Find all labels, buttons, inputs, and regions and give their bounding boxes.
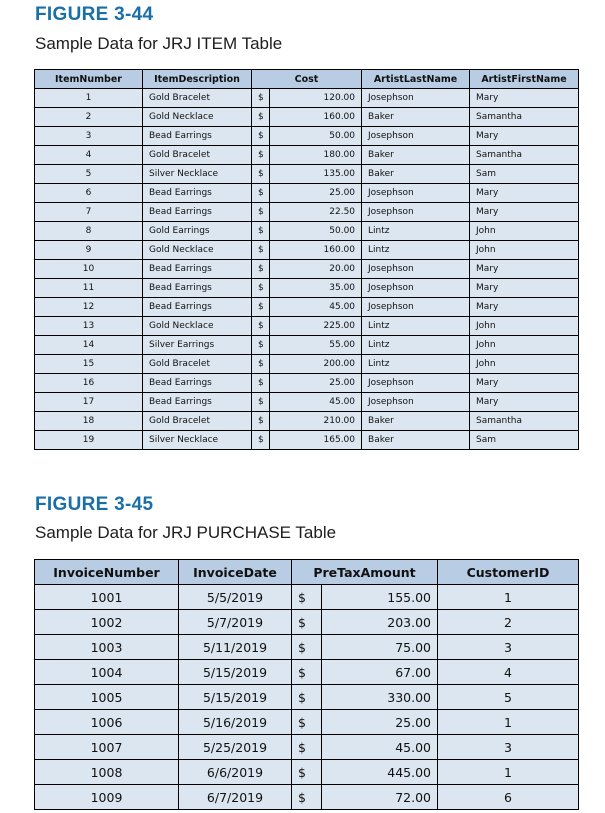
item-description-cell: Gold Necklace: [143, 317, 252, 336]
invoice-date-cell: 5/16/2019: [179, 710, 292, 735]
item-description-cell: Bead Earrings: [143, 393, 252, 412]
customer-id-cell: 1: [438, 710, 579, 735]
artist-last-name-cell: Baker: [362, 165, 470, 184]
item-description-cell: Bead Earrings: [143, 298, 252, 317]
customer-id-cell: 4: [438, 660, 579, 685]
header-invoice-number: InvoiceNumber: [35, 560, 179, 585]
currency-symbol-cell: $: [252, 89, 270, 108]
item-description-cell: Gold Necklace: [143, 108, 252, 127]
figure-3-45-label: FIGURE 3-45: [35, 494, 154, 515]
invoice-number-cell: 1001: [35, 585, 179, 610]
item-description-cell: Bead Earrings: [143, 279, 252, 298]
purchase-table-header-row: [35, 560, 579, 585]
cost-cell: 165.00: [270, 431, 362, 450]
currency-symbol-cell: $: [292, 735, 322, 760]
currency-symbol-cell: $: [292, 785, 322, 810]
table-row: [35, 431, 579, 450]
customer-id-cell: 5: [438, 685, 579, 710]
invoice-number-cell: 1003: [35, 635, 179, 660]
artist-first-name-cell: Mary: [470, 89, 579, 108]
item-number-cell: 18: [35, 412, 143, 431]
cost-cell: 45.00: [270, 298, 362, 317]
cost-cell: 120.00: [270, 89, 362, 108]
pretax-amount-cell: 67.00: [322, 660, 438, 685]
table-row: [35, 660, 579, 685]
item-number-cell: 11: [35, 279, 143, 298]
currency-symbol-cell: $: [292, 760, 322, 785]
artist-first-name-cell: Mary: [470, 203, 579, 222]
table-row: [35, 165, 579, 184]
table-row: [35, 412, 579, 431]
table-row: [35, 393, 579, 412]
invoice-number-cell: 1004: [35, 660, 179, 685]
invoice-date-cell: 5/11/2019: [179, 635, 292, 660]
invoice-date-cell: 5/7/2019: [179, 610, 292, 635]
currency-symbol-cell: $: [252, 146, 270, 165]
item-description-cell: Gold Earrings: [143, 222, 252, 241]
table-row: [35, 610, 579, 635]
header-item-description: ItemDescription: [143, 70, 252, 89]
table-row: [35, 108, 579, 127]
item-number-cell: 19: [35, 431, 143, 450]
artist-last-name-cell: Josephson: [362, 260, 470, 279]
artist-first-name-cell: Mary: [470, 393, 579, 412]
item-description-cell: Silver Earrings: [143, 336, 252, 355]
artist-last-name-cell: Lintz: [362, 317, 470, 336]
table-row: [35, 203, 579, 222]
table-row: [35, 146, 579, 165]
item-description-cell: Gold Bracelet: [143, 146, 252, 165]
customer-id-cell: 3: [438, 735, 579, 760]
currency-symbol-cell: $: [292, 710, 322, 735]
artist-first-name-cell: Samantha: [470, 146, 579, 165]
currency-symbol-cell: $: [252, 165, 270, 184]
invoice-date-cell: 5/15/2019: [179, 685, 292, 710]
header-pretax-amount: PreTaxAmount: [292, 560, 438, 585]
invoice-date-cell: 6/6/2019: [179, 760, 292, 785]
pretax-amount-cell: 75.00: [322, 635, 438, 660]
artist-last-name-cell: Josephson: [362, 184, 470, 203]
pretax-amount-cell: 155.00: [322, 585, 438, 610]
artist-last-name-cell: Josephson: [362, 393, 470, 412]
item-description-cell: Gold Bracelet: [143, 355, 252, 374]
currency-symbol-cell: $: [292, 685, 322, 710]
artist-last-name-cell: Baker: [362, 108, 470, 127]
table-row: [35, 710, 579, 735]
currency-symbol-cell: $: [252, 317, 270, 336]
figure-3-44-caption: Sample Data for JRJ ITEM Table: [35, 34, 283, 53]
pretax-amount-cell: 330.00: [322, 685, 438, 710]
item-number-cell: 16: [35, 374, 143, 393]
currency-symbol-cell: $: [292, 660, 322, 685]
table-row: [35, 127, 579, 146]
artist-first-name-cell: John: [470, 336, 579, 355]
item-number-cell: 7: [35, 203, 143, 222]
table-row: [35, 585, 579, 610]
invoice-number-cell: 1009: [35, 785, 179, 810]
table-row: [35, 241, 579, 260]
artist-first-name-cell: John: [470, 355, 579, 374]
table-row: [35, 222, 579, 241]
currency-symbol-cell: $: [252, 241, 270, 260]
table-row: [35, 735, 579, 760]
cost-cell: 160.00: [270, 241, 362, 260]
artist-first-name-cell: Samantha: [470, 412, 579, 431]
invoice-date-cell: 5/25/2019: [179, 735, 292, 760]
cost-cell: 225.00: [270, 317, 362, 336]
customer-id-cell: 1: [438, 585, 579, 610]
currency-symbol-cell: $: [252, 431, 270, 450]
cost-cell: 200.00: [270, 355, 362, 374]
figure-3-44-label: FIGURE 3-44: [35, 4, 154, 25]
item-table: [34, 69, 579, 450]
customer-id-cell: 6: [438, 785, 579, 810]
item-description-cell: Gold Bracelet: [143, 412, 252, 431]
header-item-number: ItemNumber: [35, 70, 143, 89]
artist-last-name-cell: Josephson: [362, 89, 470, 108]
item-description-cell: Bead Earrings: [143, 184, 252, 203]
cost-cell: 25.00: [270, 374, 362, 393]
artist-first-name-cell: John: [470, 317, 579, 336]
item-number-cell: 6: [35, 184, 143, 203]
table-row: [35, 89, 579, 108]
item-number-cell: 1: [35, 89, 143, 108]
item-description-cell: Bead Earrings: [143, 127, 252, 146]
artist-last-name-cell: Josephson: [362, 374, 470, 393]
invoice-date-cell: 5/15/2019: [179, 660, 292, 685]
customer-id-cell: 1: [438, 760, 579, 785]
currency-symbol-cell: $: [252, 374, 270, 393]
table-row: [35, 760, 579, 785]
cost-cell: 50.00: [270, 127, 362, 146]
currency-symbol-cell: $: [252, 298, 270, 317]
artist-last-name-cell: Lintz: [362, 355, 470, 374]
cost-cell: 50.00: [270, 222, 362, 241]
artist-first-name-cell: John: [470, 222, 579, 241]
item-number-cell: 14: [35, 336, 143, 355]
pretax-amount-cell: 445.00: [322, 760, 438, 785]
pretax-amount-cell: 45.00: [322, 735, 438, 760]
item-description-cell: Bead Earrings: [143, 374, 252, 393]
item-description-cell: Gold Bracelet: [143, 89, 252, 108]
currency-symbol-cell: $: [252, 222, 270, 241]
invoice-date-cell: 6/7/2019: [179, 785, 292, 810]
cost-cell: 35.00: [270, 279, 362, 298]
figure-3-45-caption: Sample Data for JRJ PURCHASE Table: [35, 523, 337, 542]
item-description-cell: Bead Earrings: [143, 260, 252, 279]
item-number-cell: 5: [35, 165, 143, 184]
table-row: [35, 635, 579, 660]
item-description-cell: Bead Earrings: [143, 203, 252, 222]
cost-cell: 55.00: [270, 336, 362, 355]
cost-cell: 22.50: [270, 203, 362, 222]
invoice-number-cell: 1002: [35, 610, 179, 635]
item-description-cell: Silver Necklace: [143, 431, 252, 450]
table-row: [35, 279, 579, 298]
artist-first-name-cell: Mary: [470, 184, 579, 203]
currency-symbol-cell: $: [252, 412, 270, 431]
artist-first-name-cell: Mary: [470, 260, 579, 279]
item-number-cell: 2: [35, 108, 143, 127]
item-table-header-row: [35, 70, 579, 89]
currency-symbol-cell: $: [252, 279, 270, 298]
currency-symbol-cell: $: [252, 127, 270, 146]
artist-first-name-cell: Mary: [470, 127, 579, 146]
purchase-table: [34, 559, 579, 810]
artist-first-name-cell: Sam: [470, 431, 579, 450]
currency-symbol-cell: $: [292, 585, 322, 610]
item-number-cell: 13: [35, 317, 143, 336]
table-row: [35, 685, 579, 710]
currency-symbol-cell: $: [252, 108, 270, 127]
customer-id-cell: 2: [438, 610, 579, 635]
header-invoice-date: InvoiceDate: [179, 560, 292, 585]
item-number-cell: 9: [35, 241, 143, 260]
item-number-cell: 12: [35, 298, 143, 317]
cost-cell: 160.00: [270, 108, 362, 127]
artist-last-name-cell: Lintz: [362, 222, 470, 241]
header-artist-last-name: ArtistLastName: [362, 70, 470, 89]
artist-first-name-cell: Samantha: [470, 108, 579, 127]
currency-symbol-cell: $: [252, 355, 270, 374]
artist-last-name-cell: Baker: [362, 431, 470, 450]
artist-last-name-cell: Baker: [362, 412, 470, 431]
cost-cell: 20.00: [270, 260, 362, 279]
artist-last-name-cell: Josephson: [362, 127, 470, 146]
artist-last-name-cell: Josephson: [362, 279, 470, 298]
currency-symbol-cell: $: [292, 635, 322, 660]
item-number-cell: 3: [35, 127, 143, 146]
item-description-cell: Gold Necklace: [143, 241, 252, 260]
header-cost: Cost: [252, 70, 362, 89]
cost-cell: 180.00: [270, 146, 362, 165]
invoice-number-cell: 1007: [35, 735, 179, 760]
header-artist-first-name: ArtistFirstName: [470, 70, 579, 89]
artist-first-name-cell: Mary: [470, 279, 579, 298]
currency-symbol-cell: $: [252, 260, 270, 279]
table-row: [35, 317, 579, 336]
table-row: [35, 785, 579, 810]
currency-symbol-cell: $: [292, 610, 322, 635]
artist-last-name-cell: Josephson: [362, 203, 470, 222]
cost-cell: 210.00: [270, 412, 362, 431]
table-row: [35, 184, 579, 203]
item-number-cell: 4: [35, 146, 143, 165]
artist-first-name-cell: Sam: [470, 165, 579, 184]
pretax-amount-cell: 203.00: [322, 610, 438, 635]
customer-id-cell: 3: [438, 635, 579, 660]
table-row: [35, 355, 579, 374]
header-customer-id: CustomerID: [438, 560, 579, 585]
cost-cell: 25.00: [270, 184, 362, 203]
pretax-amount-cell: 72.00: [322, 785, 438, 810]
artist-first-name-cell: John: [470, 241, 579, 260]
invoice-date-cell: 5/5/2019: [179, 585, 292, 610]
table-row: [35, 298, 579, 317]
invoice-number-cell: 1006: [35, 710, 179, 735]
table-row: [35, 260, 579, 279]
item-number-cell: 10: [35, 260, 143, 279]
cost-cell: 135.00: [270, 165, 362, 184]
artist-last-name-cell: Lintz: [362, 336, 470, 355]
artist-last-name-cell: Baker: [362, 146, 470, 165]
currency-symbol-cell: $: [252, 336, 270, 355]
artist-first-name-cell: Mary: [470, 374, 579, 393]
table-row: [35, 374, 579, 393]
currency-symbol-cell: $: [252, 203, 270, 222]
pretax-amount-cell: 25.00: [322, 710, 438, 735]
currency-symbol-cell: $: [252, 393, 270, 412]
item-number-cell: 8: [35, 222, 143, 241]
artist-first-name-cell: Mary: [470, 298, 579, 317]
invoice-number-cell: 1005: [35, 685, 179, 710]
currency-symbol-cell: $: [252, 184, 270, 203]
artist-last-name-cell: Josephson: [362, 298, 470, 317]
item-description-cell: Silver Necklace: [143, 165, 252, 184]
table-row: [35, 336, 579, 355]
artist-last-name-cell: Lintz: [362, 241, 470, 260]
invoice-number-cell: 1008: [35, 760, 179, 785]
item-number-cell: 17: [35, 393, 143, 412]
item-number-cell: 15: [35, 355, 143, 374]
cost-cell: 45.00: [270, 393, 362, 412]
